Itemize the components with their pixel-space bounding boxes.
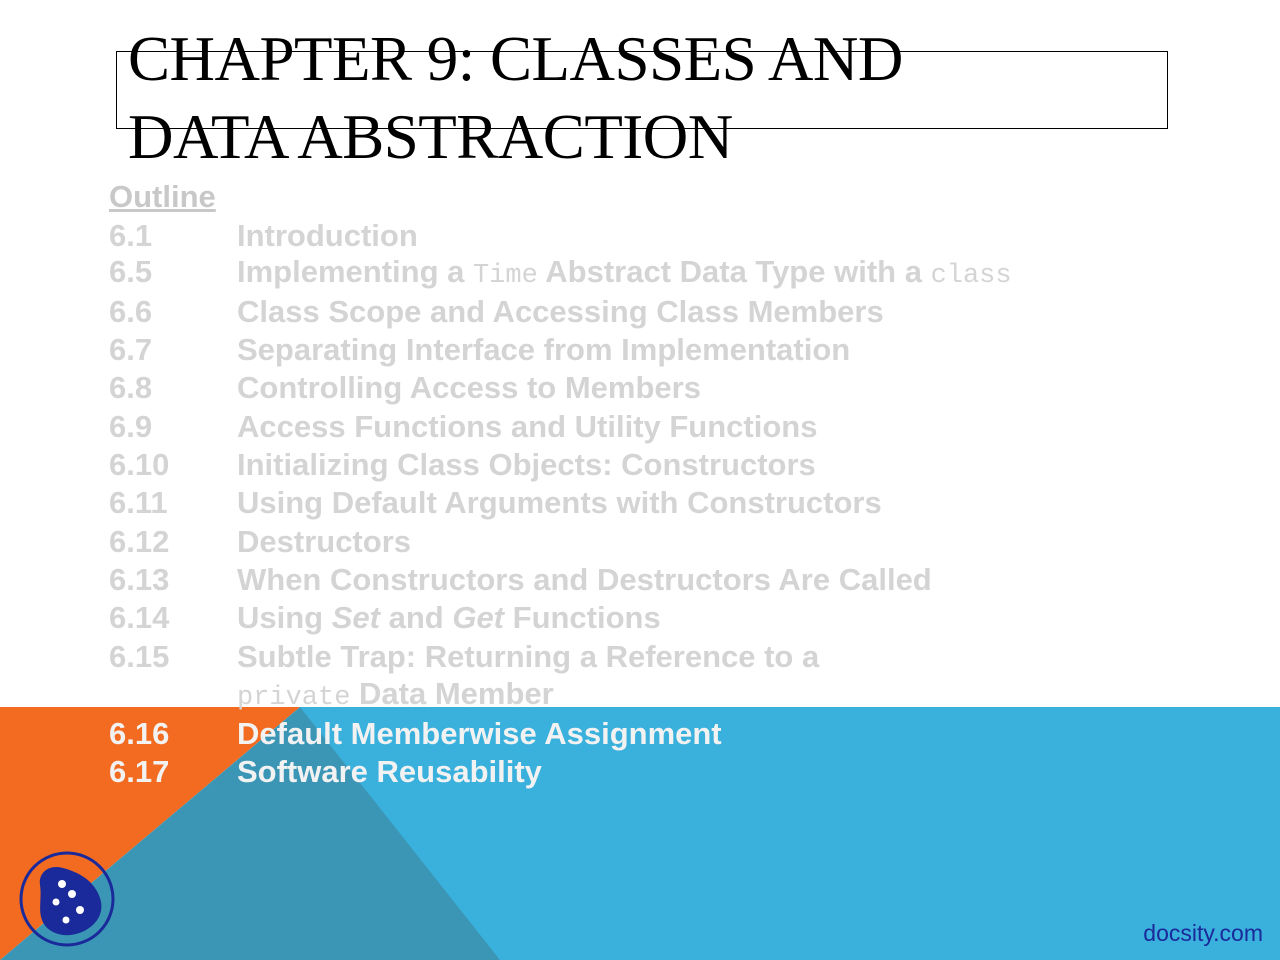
- outline-item-text-part: and: [379, 600, 453, 635]
- outline-item-text-part: Class Scope and Accessing Class Members: [237, 294, 884, 329]
- outline-item-text-part: Initializing Class Objects: Constructors: [237, 447, 816, 482]
- outline-item-text-part: Abstract Data Type with a: [537, 254, 931, 289]
- outline-item-text-part: Software Reusability: [237, 754, 542, 789]
- outline-item-text-part: Access Functions and Utility Functions: [237, 409, 818, 444]
- outline-item-number: 6.13: [109, 562, 170, 597]
- outline-item-number: 6.1: [109, 218, 153, 253]
- outline-item-number: 6.17: [109, 754, 170, 789]
- page-title: [128, 20, 903, 176]
- title-line-2: DATA ABSTRACTION: [128, 102, 733, 172]
- outline-item-text-part: Data Member: [350, 676, 554, 711]
- outline-item-text-part: Set: [331, 600, 380, 635]
- outline-item-text: [237, 485, 882, 521]
- outline-item-text-part: When Constructors and Destructors Are Called: [237, 562, 932, 597]
- outline-item-text: [237, 639, 819, 675]
- outline-item-number: 6.15: [109, 639, 170, 674]
- outline-item-text-part: Destructors: [237, 524, 411, 559]
- outline-item-text-part: Implementing a: [237, 254, 473, 289]
- outline-item-text: [237, 218, 418, 254]
- outline-item-text: [237, 524, 411, 560]
- outline-item-text: [237, 332, 850, 368]
- outline-item-number: 6.6: [109, 294, 153, 329]
- outline-item-text: [237, 676, 554, 716]
- outline-item-text-part: Introduction: [237, 218, 418, 253]
- outline-item-number: 6.14: [109, 600, 170, 635]
- outline-item-number: 6.11: [109, 485, 168, 520]
- outline-item-number: 6.16: [109, 716, 170, 751]
- outline-item-text-part: Using Default Arguments with Constructors: [237, 485, 882, 520]
- outline-item-text-part: Controlling Access to Members: [237, 370, 701, 405]
- outline-item-number: 6.12: [109, 524, 170, 559]
- title-line-1: CHAPTER 9: CLASSES AND: [128, 24, 903, 94]
- outline-item-text: [237, 600, 661, 636]
- outline-item-number: 6.10: [109, 447, 170, 482]
- outline-item-text: [237, 409, 817, 445]
- outline-item-text-part: Functions: [504, 600, 661, 635]
- docsity-logo-icon: [18, 850, 116, 948]
- outline-item-text: [237, 754, 542, 790]
- outline-item-text-part: Default Memberwise Assignment: [237, 716, 722, 751]
- outline-item-number: 6.5: [109, 254, 153, 289]
- outline-item-text: [237, 294, 884, 330]
- outline-item-text: [237, 447, 816, 483]
- outline-item-text-part: Subtle Trap: Returning a Reference to a: [237, 639, 820, 674]
- outline-item-number: 6.9: [109, 409, 153, 444]
- outline-item-text-part: Separating Interface from Implementation: [237, 332, 851, 367]
- outline-item-text: [237, 370, 701, 406]
- outline-item-number: 6.7: [109, 332, 153, 367]
- outline-item-text-part: Get: [452, 600, 505, 635]
- outline-item-text: [237, 562, 932, 598]
- outline-heading: Outline: [109, 179, 216, 214]
- outline-item-text-part: private: [237, 683, 351, 713]
- outline-item-text-part: Time: [472, 261, 538, 291]
- outline-item-text: [237, 716, 722, 752]
- docsity-brand-text[interactable]: docsity.com: [1143, 920, 1263, 946]
- outline-item-text-part: Using: [237, 600, 332, 635]
- outline-item-text: [237, 254, 1012, 294]
- outline-item-number: 6.8: [109, 370, 153, 405]
- outline-item-text-part: class: [930, 261, 1012, 291]
